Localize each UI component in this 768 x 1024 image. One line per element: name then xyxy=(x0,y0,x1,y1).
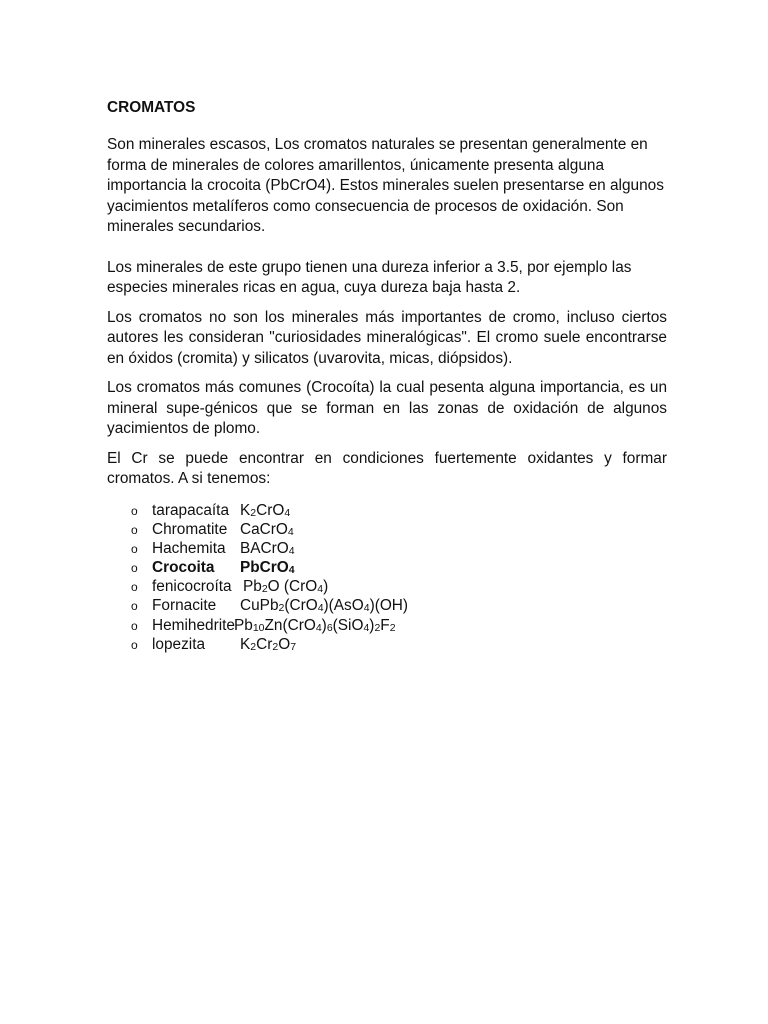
paragraph-oxidizing-conditions: El Cr se puede encontrar en condiciones fuertemente oxidantes y formar cromatos. A si tenemos: xyxy=(107,449,667,487)
mineral-name: lopezita xyxy=(152,635,206,653)
mineral-name: Hemihedrite xyxy=(152,616,235,634)
mineral-formula: CaCrO$_4$ xyxy=(240,520,294,538)
paragraph-common-chromates: Los cromatos más comunes (Crocoíta) la cual pesenta alguna importancia, es un mineral supe-génicos que se forman en las zonas de oxidación de algunos yacimientos de plomo. xyxy=(107,379,667,437)
paragraph-chromium-sources: Los cromatos no son los minerales más importantes de cromo, incluso ciertos autores les consideran "curiosidades mineralógicas". El cromo suele encontrarse en óxidos (cromita) y silicatos (uvarovita, micas, diópsidos). xyxy=(107,308,667,367)
document-title: CROMATOS xyxy=(107,99,196,116)
mineral-name: Chromatite xyxy=(152,520,228,538)
mineral-formula: BACrO$_4$ xyxy=(240,539,295,557)
mineral-formula: $K_2CrO_4$ xyxy=(240,501,291,519)
list-item xyxy=(107,616,667,635)
bullet-icon: o xyxy=(131,580,138,595)
list-item xyxy=(107,635,667,654)
list-item xyxy=(107,596,667,615)
mineral-formula: PbCrO$_4$ xyxy=(240,559,295,577)
mineral-name: Fornacite xyxy=(152,597,217,615)
list-item xyxy=(107,577,667,596)
mineral-formula: $K_2Cr_2O_7$ xyxy=(240,635,297,653)
paragraph-intro: Son minerales escasos, Los cromatos naturales se presentan generalmente en forma de minerales de colores amarillentos, únicamente presenta alguna importancia la crocoita (PbCrO4). Estos minerales suelen presentarse en algunos yacimientos metalíferos como consecuencia de procesos de oxidación. Son minerales secundarios. xyxy=(107,136,664,235)
bullet-icon: o xyxy=(131,561,138,576)
mineral-name: Crocoita xyxy=(152,559,215,577)
list-item xyxy=(107,520,667,539)
bullet-icon: o xyxy=(131,599,138,614)
mineral-formula: CuPb$_2$(CrO$_4$)(AsO$_4$)(OH) xyxy=(240,597,409,615)
bullet-icon: o xyxy=(131,522,138,537)
mineral-name: fenicocroíta xyxy=(152,578,232,596)
mineral-formula: $Pb_{10}Zn(CrO_4)_6(SiO_4)_2F_2$ xyxy=(234,616,396,634)
mineral-name: tarapacaíta xyxy=(152,501,230,519)
bullet-icon: o xyxy=(131,503,138,518)
minerals-list xyxy=(107,501,667,655)
bullet-icon: o xyxy=(131,637,138,652)
list-item xyxy=(107,501,667,520)
document-page xyxy=(107,97,667,654)
mineral-name: Hachemita xyxy=(152,539,226,557)
mineral-formula: $Pb_2O$ (CrO$_4$) xyxy=(243,578,329,596)
list-item xyxy=(107,539,667,558)
paragraph-hardness: Los minerales de este grupo tienen una dureza inferior a 3.5, por ejemplo las especies minerales ricas en agua, cuya dureza baja hasta 2. xyxy=(107,258,632,296)
bullet-icon: o xyxy=(131,618,138,633)
bullet-icon: o xyxy=(131,541,138,556)
list-item xyxy=(107,558,667,577)
